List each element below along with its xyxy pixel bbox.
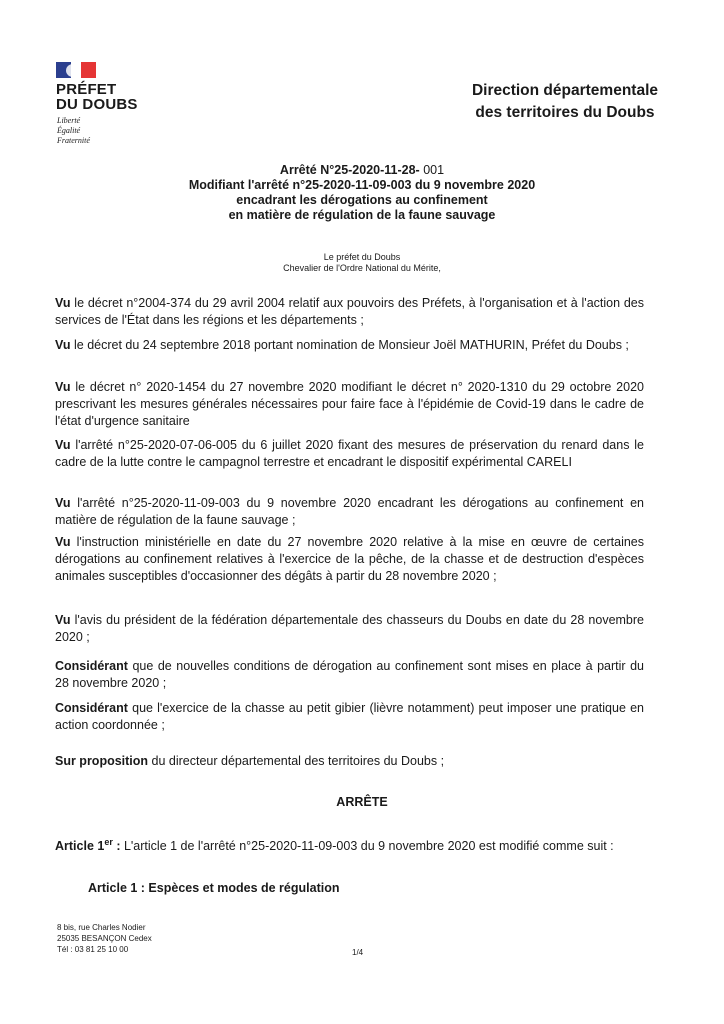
- visa-text: le décret du 24 septembre 2018 portant nomination de Monsieur Joël MATHURIN, Préfet du Doubs ;: [70, 338, 629, 352]
- visa-text: le décret n° 2020-1454 du 27 novembre 2020 modifiant le décret n° 2020-1310 du 29 octobre 2020 prescrivant les mesures générales nécessaires pour faire face à l'épidémie de Covid-19 dans le cadre de l'état d'urgence sanitaire: [55, 380, 644, 428]
- signer-line2: Chevalier de l'Ordre National du Mérite,: [283, 263, 441, 273]
- title-number-suffix: 001: [419, 163, 445, 177]
- motto-fraternite: Fraternité: [57, 136, 90, 145]
- proposition-paragraph: [55, 753, 644, 770]
- considerant-paragraph: [55, 658, 644, 692]
- motto-liberte: Liberté: [57, 116, 81, 125]
- title-line2: Modifiant l'arrêté n°25-2020-11-09-003 du 9 novembre 2020: [188, 178, 536, 192]
- visa-text: l'arrêté n°25-2020-11-09-003 du 9 novembre 2020 encadrant les dérogations au confinement en matière de régulation de la faune sauvage ;: [55, 496, 644, 527]
- page-number: 1/4: [352, 948, 364, 957]
- republic-motto: [57, 116, 90, 146]
- direction-header: [472, 80, 658, 124]
- article1-lead-main: Article 1: [55, 839, 105, 854]
- prefet-line1: PRÉFET: [56, 81, 117, 98]
- visa-text: le décret n°2004-374 du 29 avril 2004 relatif aux pouvoirs des Préfets, à l'organisation et à l'action des services de l'État dans les régions et les départements ;: [55, 296, 644, 327]
- visa-lead: Vu: [55, 496, 71, 510]
- article1-lead-sup: er: [104, 837, 113, 847]
- visa-paragraph: [55, 495, 644, 529]
- title-line4: en matière de régulation de la faune sauvage: [228, 208, 496, 222]
- marianne-silhouette-icon: [66, 64, 80, 77]
- proposition-lead: Sur proposition: [55, 754, 149, 768]
- visa-paragraph: [55, 379, 644, 430]
- visa-lead: Vu: [55, 338, 71, 352]
- footer-address-line2: 25035 BESANÇON Cedex: [57, 934, 152, 943]
- arrete-heading: ARRÊTE: [336, 795, 388, 809]
- marianne-flag-logo: [56, 62, 96, 78]
- visa-paragraph: [55, 437, 644, 471]
- visa-lead: Vu: [55, 296, 71, 310]
- visa-text: l'avis du président de la fédération départementale des chasseurs du Doubs en date du 28 novembre 2020 ;: [55, 613, 644, 644]
- visa-paragraph: [55, 612, 644, 646]
- visa-lead: Vu: [55, 438, 71, 452]
- prefet-logo-text: [56, 82, 138, 112]
- title-number: [0, 163, 724, 178]
- direction-line2: des territoires du Doubs: [475, 104, 655, 121]
- visa-lead: Vu: [55, 535, 71, 549]
- title-line3: encadrant les dérogations au confinement: [236, 193, 488, 207]
- flag-red-band: [81, 62, 96, 78]
- considerant-text: que l'exercice de la chasse au petit gibier (lièvre notamment) peut imposer une pratique en action coordonnée ;: [55, 701, 644, 732]
- visa-lead: Vu: [55, 613, 71, 627]
- direction-line1: Direction départementale: [471, 82, 658, 99]
- signer-block: [0, 252, 724, 274]
- visa-paragraph: [55, 534, 644, 585]
- considerant-paragraph: [55, 700, 644, 734]
- title-number-prefix: Arrêté N°25-2020-11-28-: [279, 163, 420, 177]
- considerant-lead: Considérant: [55, 659, 128, 673]
- article1-text: L'article 1 de l'arrêté n°25-2020-11-09-003 du 9 novembre 2020 est modifié comme suit :: [120, 839, 614, 854]
- prefet-line2: DU DOUBS: [56, 96, 138, 113]
- visa-lead: Vu: [55, 380, 71, 394]
- visa-paragraph: [55, 337, 644, 354]
- considerant-text: que de nouvelles conditions de dérogation au confinement sont mises en place à partir du 28 novembre 2020 ;: [55, 659, 644, 690]
- signer-line1: Le préfet du Doubs: [323, 252, 401, 262]
- document-title: [0, 163, 724, 223]
- footer-address-line1: 8 bis, rue Charles Nodier: [57, 923, 146, 932]
- footer-address: [57, 922, 152, 955]
- article1-lead-colon: :: [112, 839, 121, 854]
- visa-text: l'instruction ministérielle en date du 27 novembre 2020 relative à la mise en œuvre de certaines dérogations au confinement relatives à l'exercice de la pêche, de la chasse et de destruction d'espèces animales susceptibles d'occasionner des dégâts à partir du 28 novembre 2020 ;: [55, 535, 644, 583]
- article1-paragraph: [55, 834, 644, 855]
- sub-article-heading: Article 1 : Espèces et modes de régulation: [88, 881, 340, 895]
- article1-lead: [55, 839, 121, 853]
- proposition-text: du directeur départemental des territoires du Doubs ;: [148, 754, 445, 768]
- considerant-lead: Considérant: [55, 701, 128, 715]
- motto-egalite: Égalité: [57, 126, 81, 135]
- visa-paragraph: [55, 295, 644, 329]
- footer-phone: Tél : 03 81 25 10 00: [57, 945, 129, 954]
- visa-text: l'arrêté n°25-2020-07-06-005 du 6 juillet 2020 fixant des mesures de préservation du renard dans le cadre de la lutte contre le campagnol terrestre et encadrant le dispositif expérimental CARELI: [55, 438, 644, 469]
